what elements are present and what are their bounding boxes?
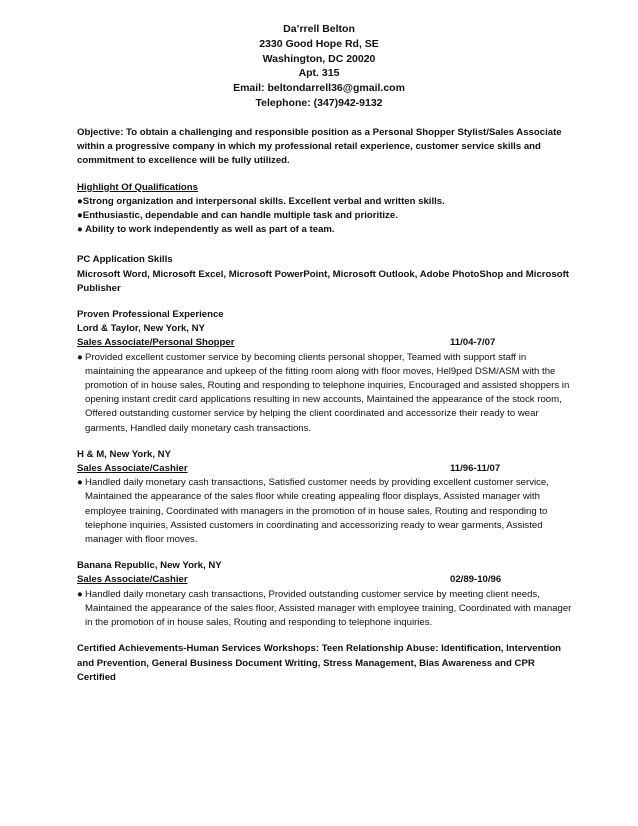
- job-dates: 11/04-7/07: [450, 337, 496, 349]
- spacer: [77, 547, 572, 559]
- job-title-row: [77, 336, 572, 350]
- resume-body: [77, 126, 572, 685]
- certified-achievements: Certified Achievements-Human Services Workshops: Teen Relationship Abuse: Identification, Intervention and Prevention, General Business Document Writing, Stress Management, Bias Awareness and CPR Certified: [77, 643, 562, 683]
- job-position: Sales Associate/Cashier: [77, 574, 188, 586]
- highlight-item: ●Enthusiastic, dependable and can handle multiple task and prioritize.: [77, 210, 398, 222]
- experience-heading: Proven Professional Experience: [77, 309, 224, 321]
- telephone-line: Telephone: (347)942-9132: [255, 96, 383, 109]
- contact-header: [0, 22, 638, 111]
- email-line: Email: beltondarrell36@gmail.com: [233, 82, 405, 95]
- job-dates: 02/89-10/96: [450, 574, 502, 586]
- job-description: ● Provided excellent customer service by becoming clients personal shopper, Teamed with support staff in maintaining the appearance and upkeep of the fitting room along with floor moves, Hel9ped DSM/ASM with the promotion of in house sales, Routing and responding to telephone inquiries, Encouraged and assisted shoppers in opening instant credit card applications resulting in new accounts, Maintained the appearance of the stock room, Offered outstanding customer service by helping the client coordinated and accessorize their ready to wear garments, Handled daily monetary cash transactions.: [77, 351, 570, 434]
- bullet-icon: ●: [77, 195, 83, 207]
- job-description: ● Handled daily monetary cash transactions, Satisfied customer needs by providing excellent customer service, Maintained the appearance of the sales floor while creating appealing floor displays, Assisted manager with employee training, Coordinated with managers in the promotion of in house sales, Routing and responding to telephone inquiries, Assisted customers in coordinating and accessorizing ready to wear garments, Assisted manager with floor moves.: [77, 477, 549, 546]
- pc-skills-heading: PC Application Skills: [77, 254, 173, 266]
- apartment-number: Apt. 315: [298, 67, 340, 80]
- highlights-heading: Highlight Of Qualifications: [77, 181, 198, 193]
- job-title-row: [77, 462, 572, 476]
- job-entry: [77, 448, 572, 547]
- city-state-zip: Washington, DC 20020: [262, 52, 376, 65]
- pc-skills-list: Microsoft Word, Microsoft Excel, Microsoft PowerPoint, Microsoft Outlook, Adobe PhotoShop and Microsoft Publisher: [77, 268, 569, 294]
- bullet-icon: ●: [77, 224, 83, 236]
- employer-name: H & M, New York, NY: [77, 448, 172, 460]
- spacer: [77, 237, 572, 253]
- job-entry: [77, 559, 572, 630]
- spacer: [77, 296, 572, 308]
- applicant-name: Da’rrell Belton: [283, 23, 355, 35]
- highlight-item: ●Strong organization and interpersonal skills. Excellent verbal and written skills.: [77, 195, 445, 207]
- job-title-row: [77, 573, 572, 587]
- bullet-icon: ●: [77, 210, 83, 222]
- job-description: ● Handled daily monetary cash transactions, Provided outstanding customer service by meeting client needs, Maintained the appearance of the sales floor, Assisted manager with employee training, Coordinated with manager in the promotion of in house sales, Routing and responding to telephone inquiries.: [77, 588, 572, 629]
- employer-name: Banana Republic, New York, NY: [77, 560, 222, 572]
- highlight-item: ● Ability to work independently as well as part of a team.: [77, 224, 335, 236]
- spacer: [77, 169, 572, 181]
- bullet-icon: ●: [77, 588, 83, 600]
- job-position: Sales Associate/Cashier: [77, 463, 188, 475]
- job-position: Sales Associate/Personal Shopper: [77, 337, 235, 349]
- street-address: 2330 Good Hope Rd, SE: [259, 37, 379, 50]
- job-dates: 11/96-11/07: [450, 463, 501, 475]
- job-entry: [77, 322, 572, 436]
- objective-statement: Objective: To obtain a challenging and responsible position as a Personal Shopper Stylist/Sales Associate within a progressive company in which my professional retail experience, customer service skills and commitment to excellence will be fully utilized.: [77, 127, 562, 167]
- bullet-icon: ●: [77, 477, 83, 489]
- spacer: [77, 436, 572, 448]
- spacer: [77, 630, 572, 642]
- bullet-icon: ●: [77, 351, 83, 363]
- employer-name: Lord & Taylor, New York, NY: [77, 323, 205, 335]
